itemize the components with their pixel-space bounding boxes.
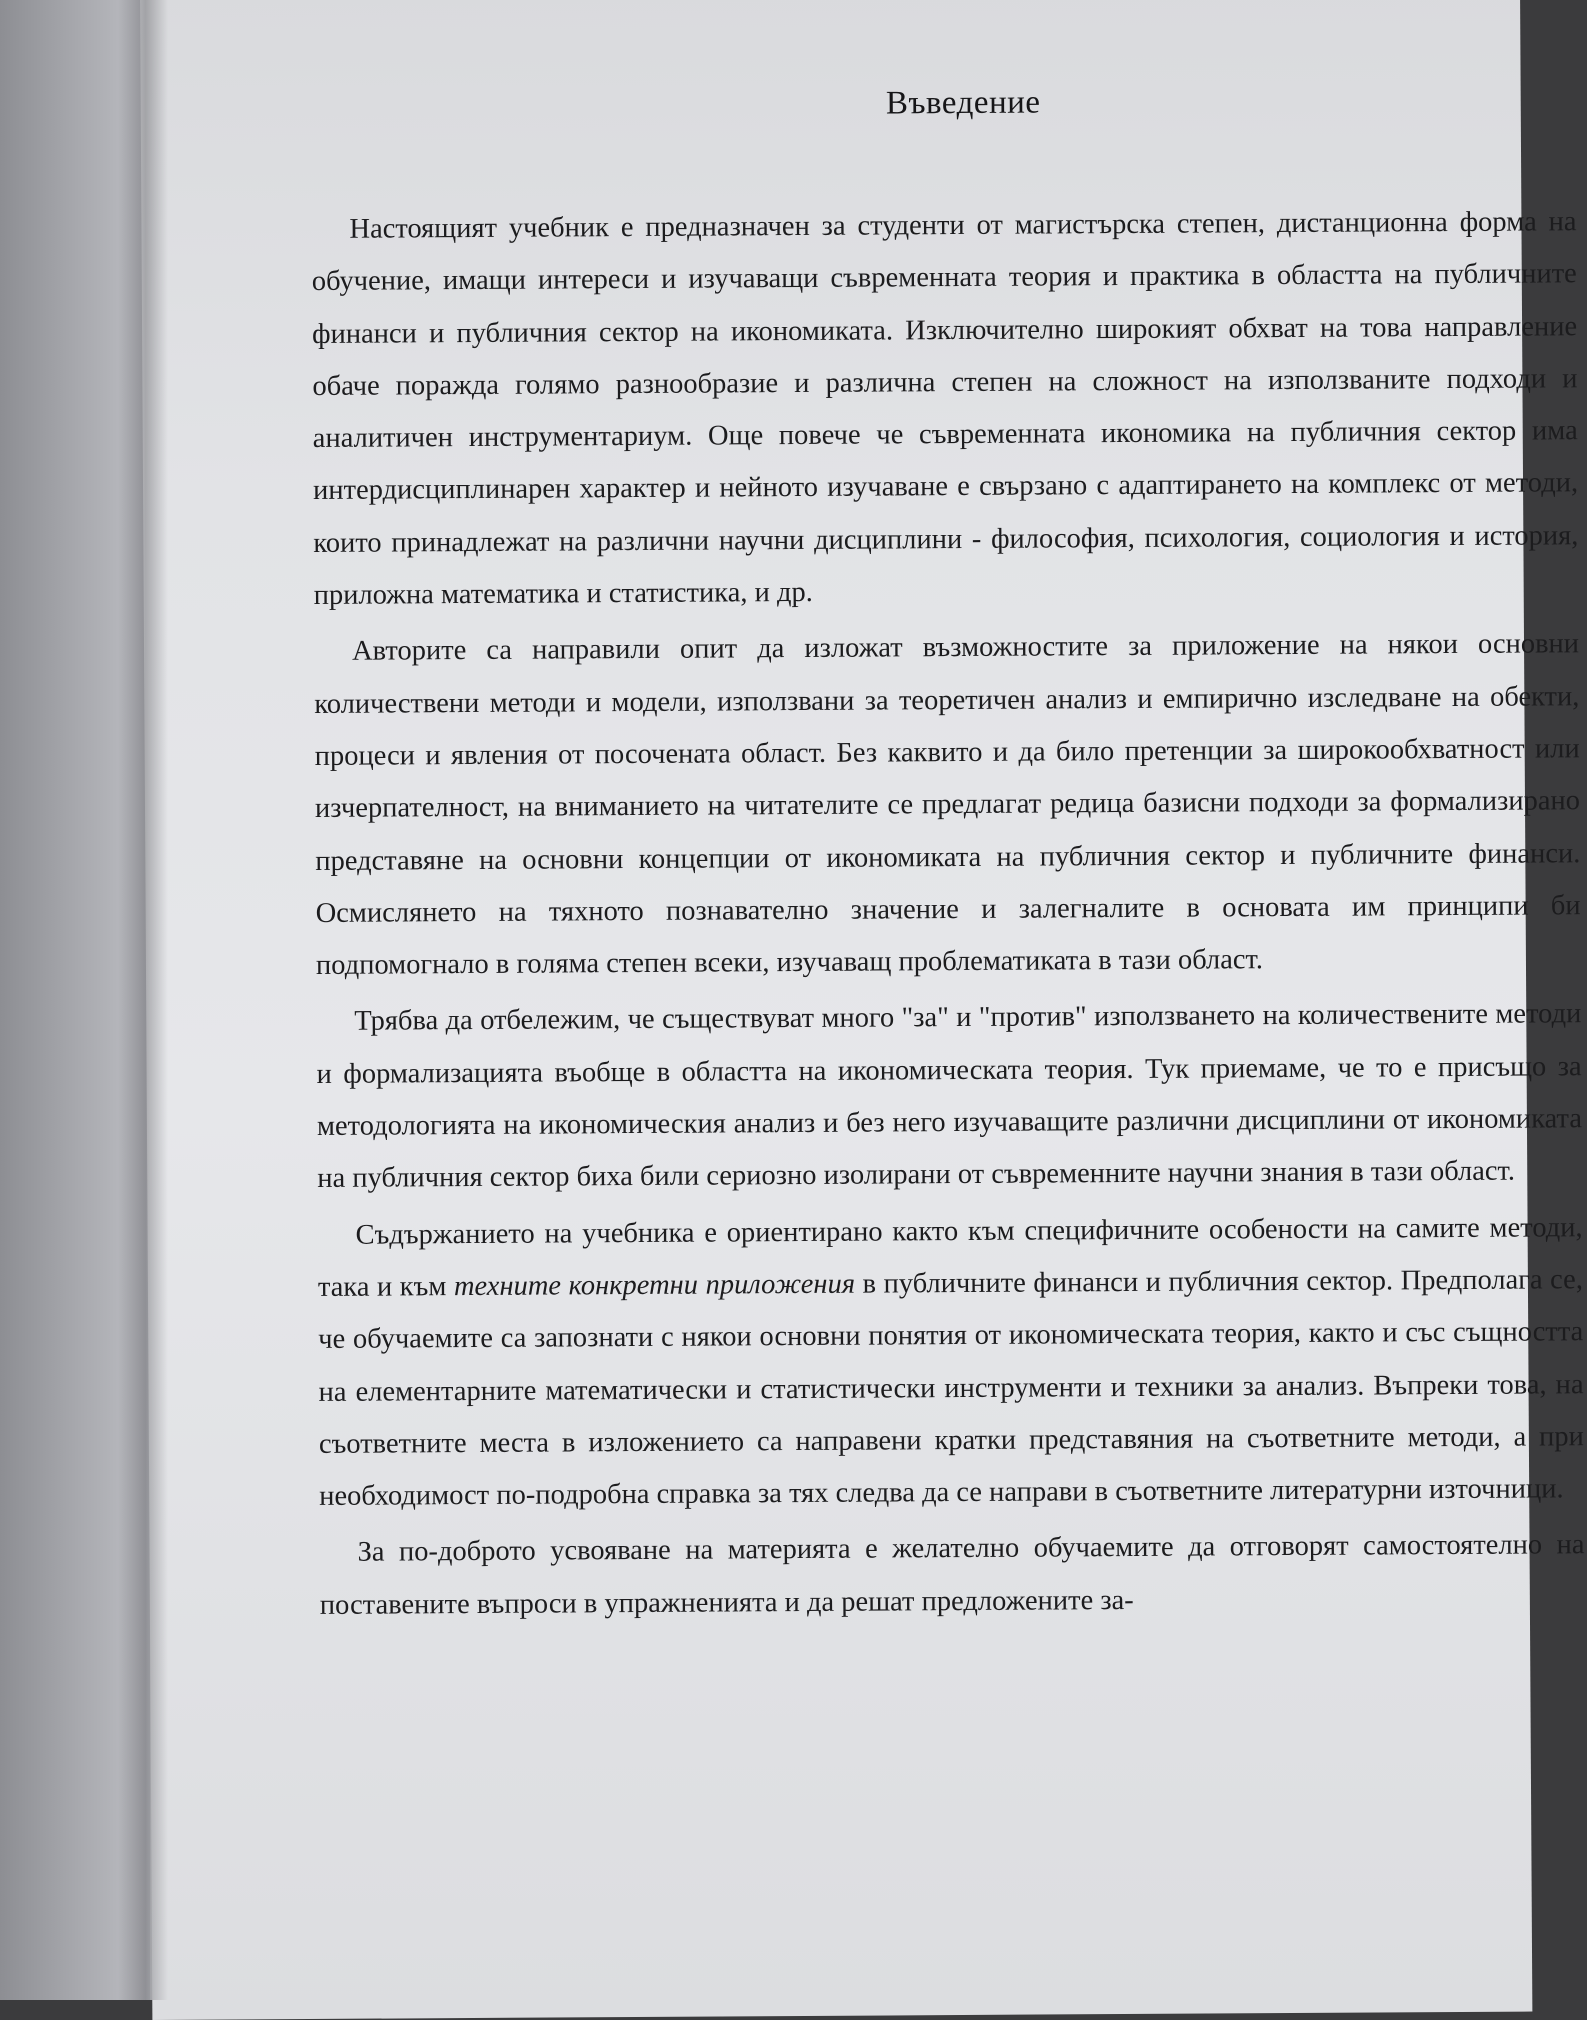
paragraph-2: Авторите са направили опит да изложат възможностите за приложение на някои основни количествени методи и модели, използвани за теоретичен анализ и емпирично изследване на обекти, процеси и явления от посочената област. Без каквито и да било претенции за широкообхватност или изчерпателност, на вниманието на читателите се предлагат редица базисни подходи за формализирано представяне на основни концепции от икономиката на публичния сектор и публичните финанси. Осмислянето на тяхното познавателно значение и залегналите в основата им принципи би подпомогнало в голяма степен всеки, изучаващ проблематиката в тази област. <box>314 628 1581 982</box>
spine-shadow <box>118 0 168 2000</box>
paragraph-4-end: в публичните финанси и публичния сектор. Предполага се, че обучаемите са запознати с някои основни понятия от икономическата теория, както и със същността на елементарните математически и статистически инструменти и техники за анализ. Въпреки това, на съответните места в изложението са направени кратки представяния на съответните методи, а при необходимост по-подробна справка за тях следва да се направи в съответните литературни източници. <box>318 1264 1584 1513</box>
book-page <box>140 0 1585 2020</box>
paragraph-1: Настоящият учебник е предназначен за студенти от магистърска степен, дистанционна форма на обучение, имащи интереси и изучаващи съвременната теория и практика в областта на публичните финанси и публичния сектор на икономиката. Изключително широкият обхват на това направление обаче поражда голямо разнообразие и различна степен на сложност на използваните подходи и аналитичен инструментариум. Още повече че съвременната икономика на публичния сектор има интердисциплинарен характер и нейното изучаване е свързано с адаптирането на комплекс от методи, които принадлежат на различни научни дисциплини - философия, психология, социология и история, приложна математика и статистика, и др. <box>311 206 1579 612</box>
paragraph-3: Трябва да отбележим, че съществуват много "за" и "против" използването на количествените методи и формализацията въобще в областта на икономическата теория. Тук приемаме, че то е присъщо за методологията на икономическия анализ и без него изучаващите различни дисциплини от икономиката на публичния сектор биха били сериозно изолирани от съвременните научни знания в тази област. <box>316 998 1583 1195</box>
page-content <box>311 81 1585 1636</box>
page-title: Въведение <box>885 84 1041 122</box>
paragraph-4-start: Съдържанието на учебника е ориентирано както към специфичните особености на самите методи, така и към <box>317 1211 1583 1303</box>
paragraph-4-italic: техните конкретни приложения <box>453 1268 856 1303</box>
paragraph-4 <box>317 1202 1584 1524</box>
paragraph-5: За по-доброто усвояване на материята е желателно обучаемите да отговорят самостоятелно на поставените въпроси в упражненията и да решат предложените за- <box>319 1529 1585 1621</box>
